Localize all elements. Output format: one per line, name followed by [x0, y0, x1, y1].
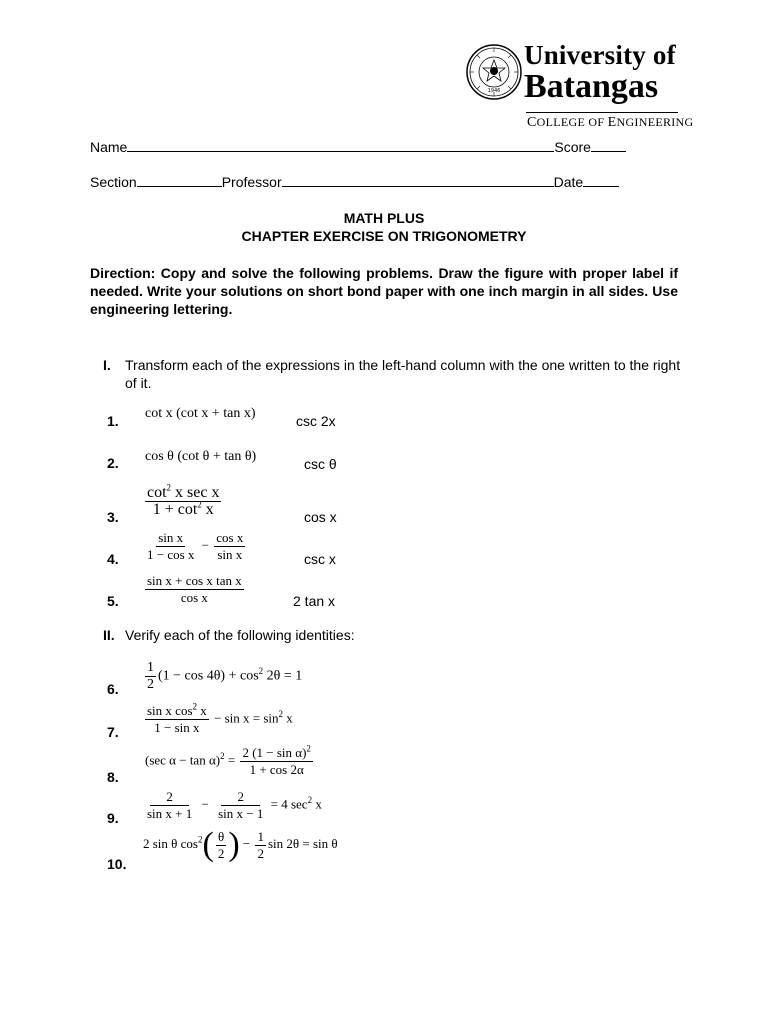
title-line1: MATH PLUS — [343, 210, 425, 226]
item-8-number: 8. — [107, 769, 119, 785]
university-name-line2: Batangas — [524, 68, 659, 105]
part2-roman: II. — [103, 627, 115, 643]
date-label: Date — [553, 174, 584, 190]
professor-field[interactable] — [282, 185, 554, 187]
name-field[interactable] — [127, 150, 554, 152]
item-10-number: 10. — [107, 856, 127, 872]
form-row-name — [90, 139, 626, 155]
item-1-expression: cot x (cot x + tan x) — [145, 406, 256, 421]
direction-text: Direction: Copy and solve the following problems. Draw the figure with proper label if needed. Write your solutions on short bond paper with one inch margin in all sides. Use engineering lettering. — [90, 265, 678, 317]
item-1-answer: csc 2x — [296, 413, 336, 429]
part2-text: Verify each of the following identities: — [125, 627, 355, 643]
date-field[interactable] — [583, 185, 619, 187]
professor-label: Professor — [221, 174, 282, 190]
item-4-number: 4. — [107, 551, 119, 567]
logo-divider — [526, 112, 678, 113]
item-5-expression: $\frac{\text{sin x + cos x tan x}}{\text{cos x}}$ — [147, 573, 242, 605]
item-10-expression: 2 sin θ $\cos^2$( $\frac{\theta}{2}$ ) − $\frac{1}{2}$ sin 2θ = sin θ — [143, 826, 338, 863]
college-name: COLLEGE OF ENGINEERING — [527, 115, 694, 130]
university-seal-icon — [466, 44, 522, 100]
item-6-expression: $\frac{1}{2}$ $(1 - \cos 4\theta) + \cos^2 2\theta = 1$ — [147, 660, 303, 692]
item-3-expression: $\frac{\cot^2 x \sec x}{1 + \cot^2 x}$ — [147, 482, 220, 518]
title-line2: CHAPTER EXERCISE ON TRIGONOMETRY — [241, 228, 527, 244]
item-9-expression: $\frac{2}{\text{sin x + 1}}$ − $\frac{2}{\text{sin x − 1}}$ = 4 $\sec^2 x$ — [147, 789, 322, 821]
form-row-section — [90, 174, 619, 190]
part2-instruction — [103, 626, 683, 644]
item-4-answer: csc x — [304, 551, 336, 567]
item-5-answer: 2 tan x — [293, 593, 336, 609]
item-3-answer: cos x — [304, 509, 337, 525]
university-name-line1: University of — [524, 40, 676, 70]
item-8-expression: (sec α − tan α)$^2$ = $\frac{2 (1 - \sin \alpha)^2}{1 + \cos 2\alpha}$ — [145, 743, 311, 777]
item-1-number: 1. — [107, 413, 119, 429]
part1-instruction — [103, 356, 683, 392]
item-2-expression: cos θ (cot θ + tan θ) — [145, 449, 257, 464]
item-6-number: 6. — [107, 681, 119, 697]
seal-year: 1946 — [487, 88, 501, 94]
score-label: Score — [554, 139, 591, 155]
item-2-answer: csc θ — [304, 456, 337, 472]
item-7-number: 7. — [107, 724, 119, 740]
item-9-number: 9. — [107, 810, 119, 826]
item-4-expression: $\frac{\text{sin x}}{\text{1 − cos x}}$ − $\frac{\text{cos x}}{\text{sin x}}$ — [147, 530, 244, 562]
item-3-number: 3. — [107, 509, 119, 525]
item-5-number: 5. — [107, 593, 119, 609]
part1-text: Transform each of the expressions in the left-hand column with the one written to the right of it. — [125, 357, 681, 391]
section-label: Section — [90, 174, 137, 190]
score-field[interactable] — [591, 150, 626, 152]
part1-roman: I. — [103, 357, 111, 373]
item-2-number: 2. — [107, 455, 119, 471]
section-field[interactable] — [137, 185, 222, 187]
name-label: Name — [90, 139, 128, 155]
item-7-expression: $\frac{\sin x \cos^2 x}{\text{1 − sin x}}$ − $\sin x = \sin^2 x$ — [147, 701, 293, 735]
